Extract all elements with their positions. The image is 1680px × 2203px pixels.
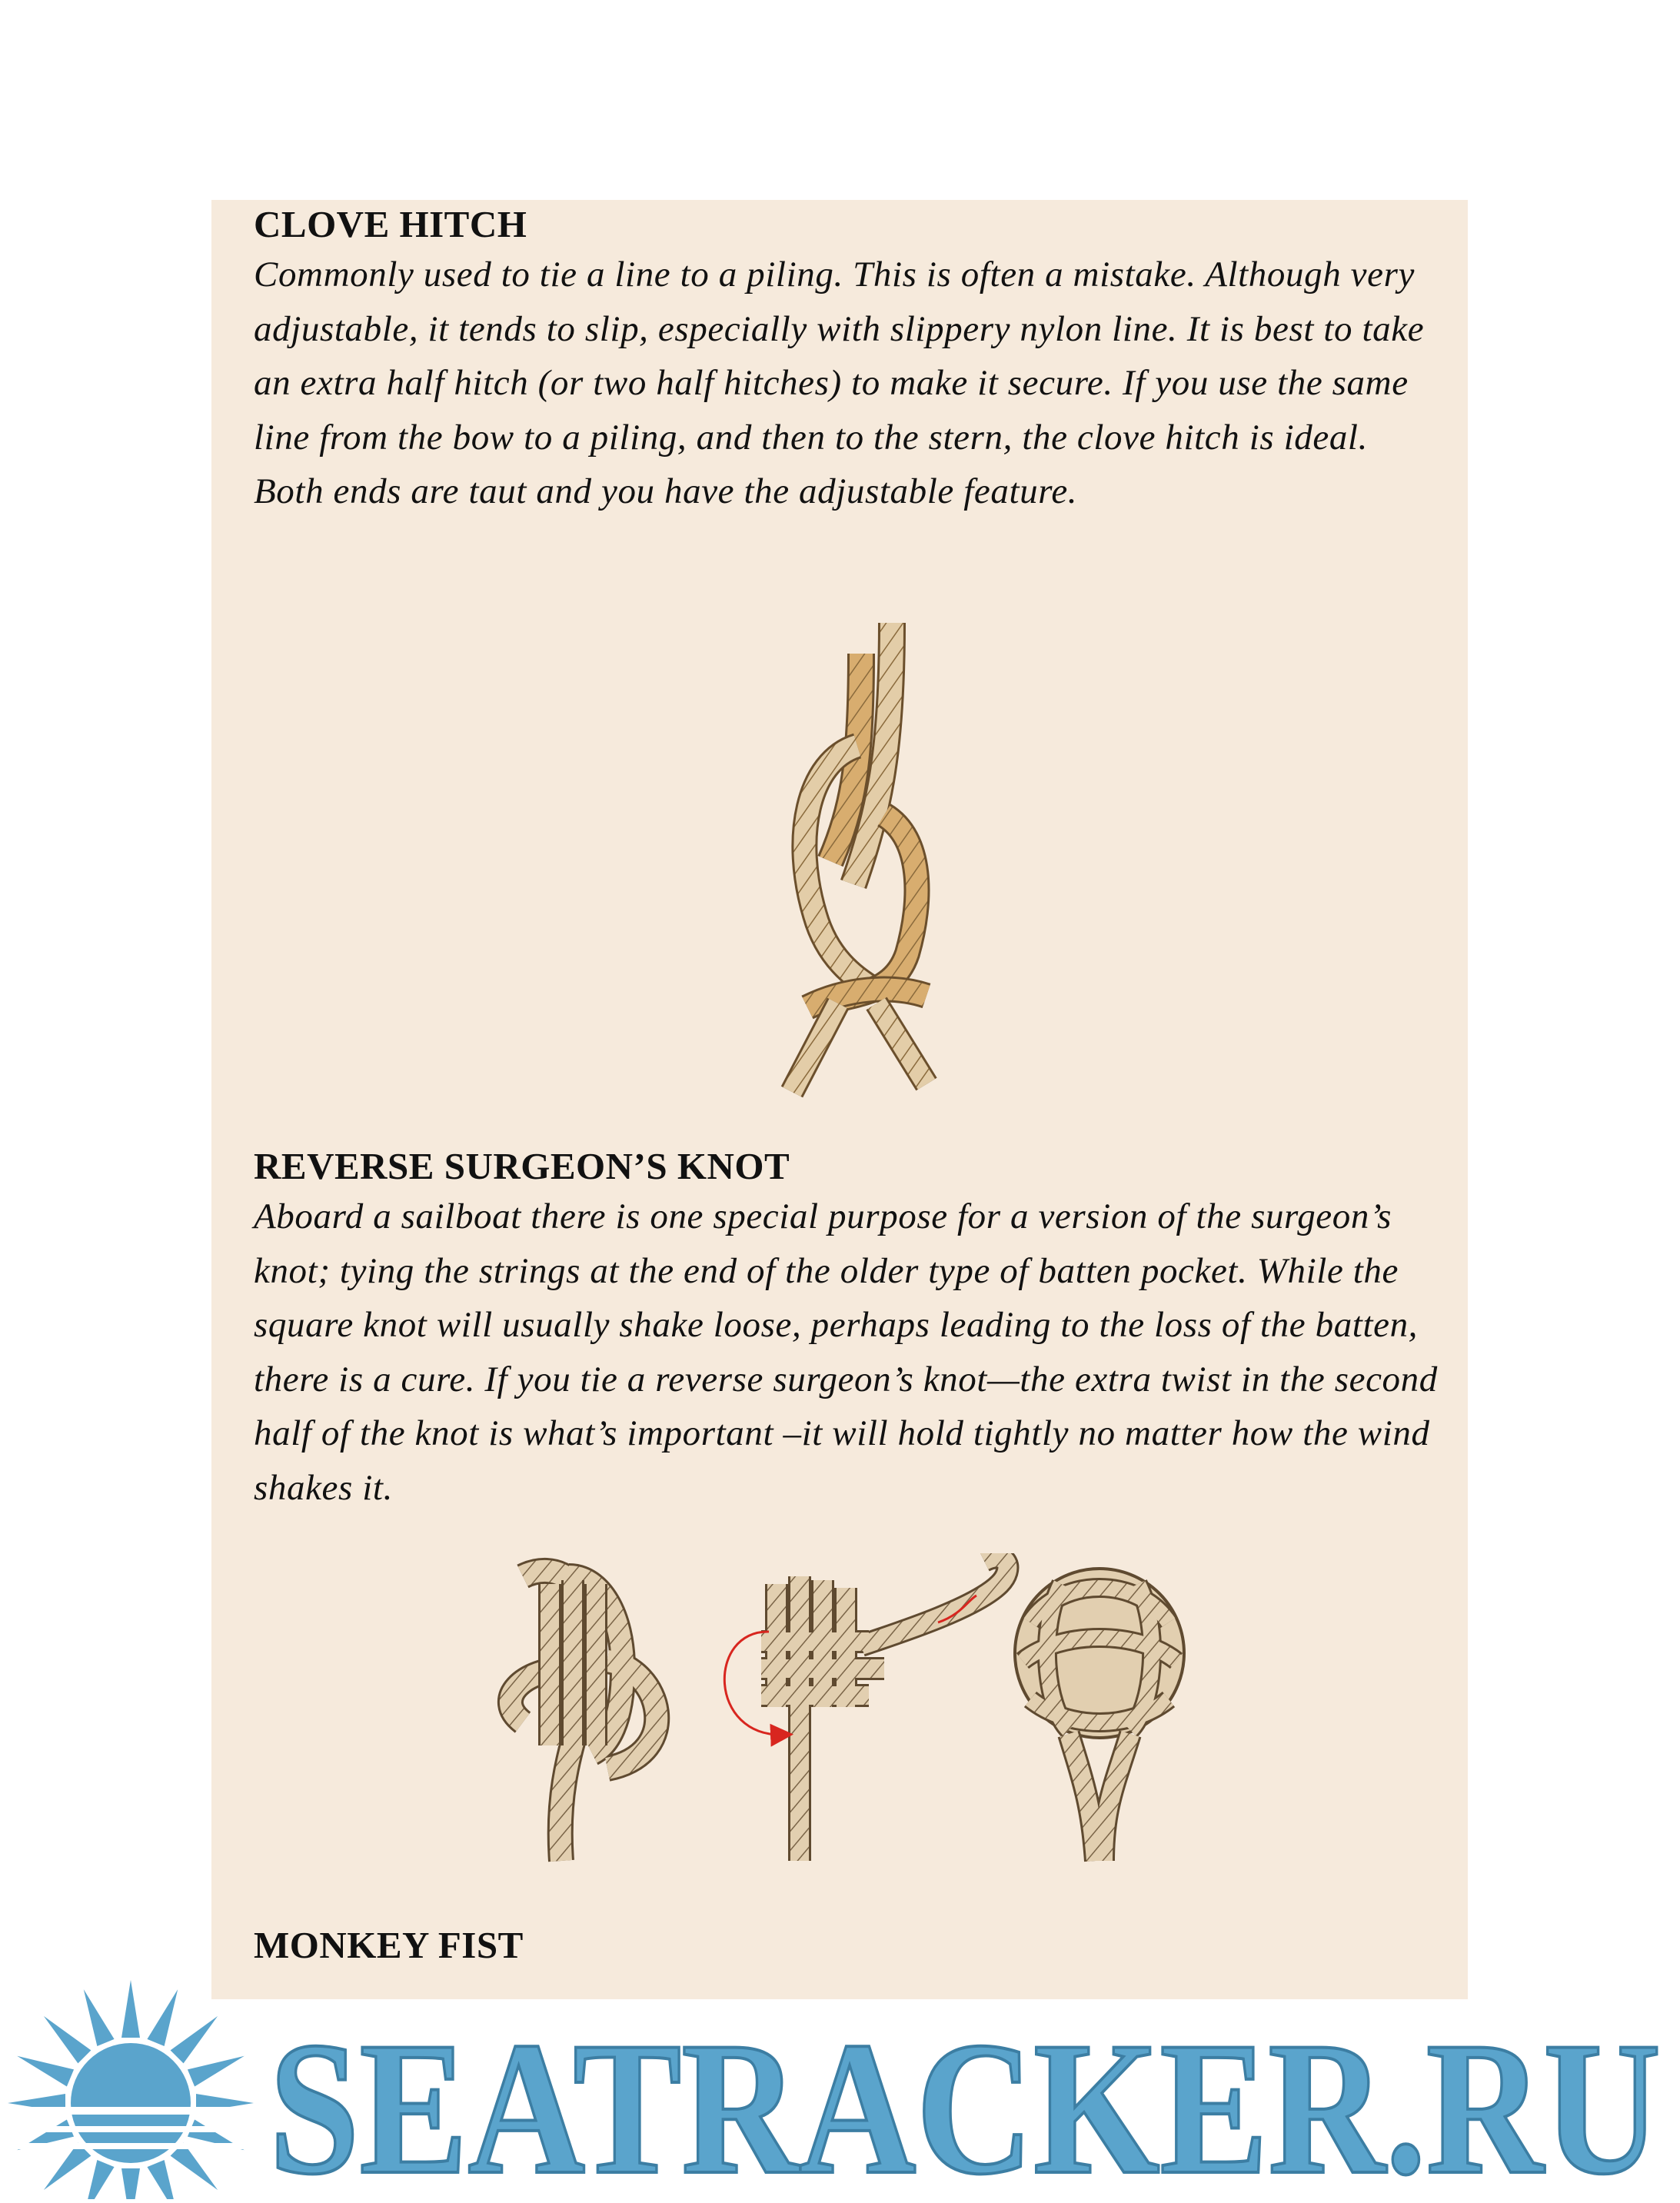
monkey-fist-section bbox=[254, 1922, 1438, 1968]
clove-hitch-description: Commonly used to tie a line to a piling. This is often a mistake. Although very adjustable, it tends to slip, especially with slippery nylon line. It is best to take an extra half hitch (or two half hitches) to make it secure. If you use the same line from the bow to a piling, and then to the stern, the clove hitch is ideal. Both ends are taut and you have the adjustable feature. bbox=[254, 255, 1425, 511]
monkey-fist-step-3 bbox=[1015, 1569, 1184, 1861]
monkey-fist-illustrations bbox=[477, 1553, 1215, 1869]
reverse-surgeons-knot-section bbox=[254, 1143, 1438, 1515]
watermark-banner bbox=[0, 1972, 1680, 2199]
reverse-surgeons-knot-heading: REVERSE SURGEON’S KNOT bbox=[254, 1145, 790, 1187]
monkey-fist-heading: MONKEY FIST bbox=[254, 1924, 524, 1966]
reverse-surgeons-knot-description: Aboard a sailboat there is one special purpose for a version of the surgeon’s knot; tying the strings at the end of the older type of batten pocket. While the square knot will usually shake loose, perhaps leading to the loss of the batten, there is a cure. If you tie a reverse surgeon’s knot—the extra twist in the second half of the knot is what’s important –it will hold tightly no matter how the wind shakes it. bbox=[254, 1196, 1438, 1508]
clove-hitch-heading: CLOVE HITCH bbox=[254, 203, 527, 245]
monkey-fist-step-1 bbox=[511, 1571, 657, 1861]
clove-hitch-illustration bbox=[761, 607, 961, 1100]
clove-hitch-section bbox=[254, 201, 1438, 519]
monkey-fist-step-2 bbox=[724, 1557, 1007, 1861]
watermark-text: SEATRACKER.RU bbox=[269, 2002, 1661, 2199]
sun-logo-icon bbox=[0, 1972, 1680, 2199]
